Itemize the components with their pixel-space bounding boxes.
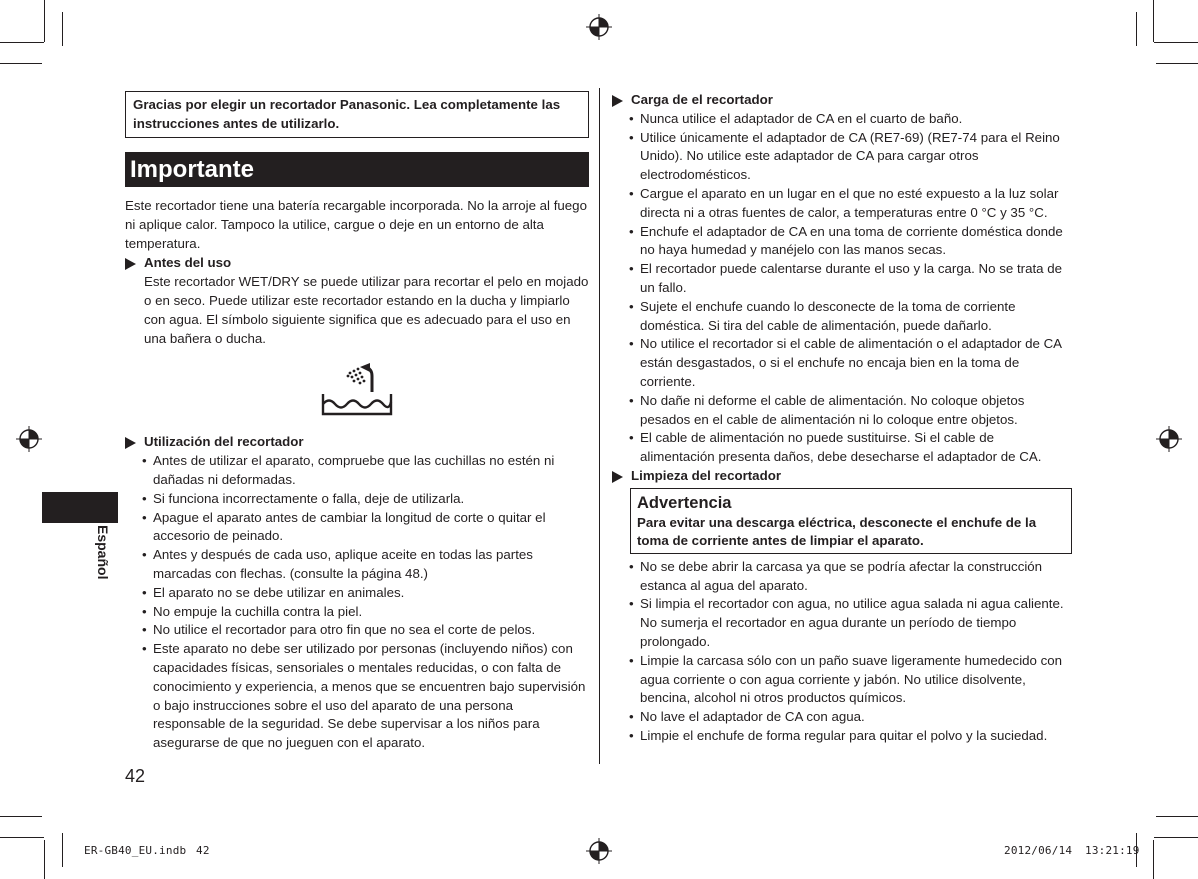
list-item: • Nunca utilice el adaptador de CA en el cuarto de baño. bbox=[640, 110, 1072, 129]
carga-heading: Carga de el recortador bbox=[631, 92, 773, 107]
list-item: • Limpie el enchufe de forma regular para quitar el polvo y la suciedad. bbox=[640, 727, 1072, 746]
warning-text: Para evitar una descarga eléctrica, desconecte el enchufe de la toma de corriente antes de limpiar el aparato. bbox=[637, 514, 1037, 549]
crop-mark bbox=[1156, 63, 1198, 64]
triangle-bullet-icon bbox=[125, 437, 136, 449]
crop-mark bbox=[44, 0, 45, 42]
page-number: 42 bbox=[125, 766, 146, 786]
list-item: • Este aparato no debe ser utilizado por personas (incluyendo niños) con capacidades físicas, sensoriales o mentales reducidas, o con falta de conocimiento y experiencia, a menos que se encuentren bajo supervisión o bajo instrucciones sobre el uso del aparato de una persona responsable de la seguridad. Se debe supervisar a los niños para asegurarse de que no jueguen con el aparato. bbox=[153, 640, 589, 753]
shower-bath-icon bbox=[320, 362, 394, 418]
left-column bbox=[125, 91, 589, 753]
crop-mark bbox=[1154, 837, 1198, 838]
list-item: • No lave el adaptador de CA con agua. bbox=[640, 708, 1072, 727]
list-item: • No se debe abrir la carcasa ya que se podría afectar la construcción estanca al agua del aparato. bbox=[640, 558, 1072, 596]
column-divider bbox=[599, 88, 600, 764]
right-column bbox=[612, 91, 1072, 746]
registration-mark-icon bbox=[16, 426, 42, 452]
crop-mark bbox=[0, 816, 42, 817]
side-tab bbox=[42, 492, 118, 523]
crop-mark bbox=[62, 12, 63, 46]
battery-paragraph: Este recortador tiene una batería recargable incorporada. No la arroje al fuego ni aplique calor. Tampoco la utilice, cargue o deje en un entorno de alta temperatura. bbox=[125, 198, 587, 251]
list-item: • El recortador puede calentarse durante el uso y la carga. No se trata de un fallo. bbox=[640, 260, 1072, 298]
antes-del-uso-text: Este recortador WET/DRY se puede utilizar para recortar el pelo en mojado o en seco. Puede utilizar este recortador estando en la ducha y limpiarlo con agua. El símbolo siguiente significa que es adecuado para el uso en una bañera o ducha. bbox=[144, 274, 589, 346]
list-item: • Sujete el enchufe cuando lo desconecte de la toma de corriente doméstica. Si tira del cable de alimentación, puede dañarlo. bbox=[640, 298, 1072, 336]
limpieza-list bbox=[612, 558, 1072, 746]
footer-page: 42 bbox=[196, 844, 210, 857]
section-heading bbox=[125, 254, 589, 273]
list-item: • No utilice el recortador si el cable de alimentación o el adaptador de CA están desgastados, o si el enchufe no encaja bien en la toma de corriente. bbox=[640, 335, 1072, 391]
crop-mark bbox=[1153, 0, 1154, 42]
limpieza-heading: Limpieza del recortador bbox=[631, 467, 781, 483]
triangle-bullet-icon bbox=[125, 258, 136, 270]
list-item: • Antes y después de cada uso, aplique aceite en todas las partes marcadas con flechas. (consulte la página 48.) bbox=[153, 546, 589, 584]
crop-mark bbox=[44, 840, 45, 879]
section-heading bbox=[612, 91, 1072, 110]
crop-mark bbox=[1154, 42, 1198, 43]
utilizacion-section bbox=[125, 433, 589, 753]
crop-mark bbox=[0, 63, 42, 64]
intro-box: Gracias por elegir un recortador Panasonic. Lea completamente las instrucciones antes de utilizarlo. bbox=[125, 91, 589, 138]
list-item: • Enchufe el adaptador de CA en una toma de corriente doméstica donde no haya humedad y manéjelo con las manos secas. bbox=[640, 223, 1072, 261]
crop-mark bbox=[1156, 816, 1198, 817]
registration-mark-icon bbox=[1156, 426, 1182, 452]
footer-time: 13:21:19 bbox=[1085, 844, 1140, 857]
list-item: • Cargue el aparato en un lugar en el que no esté expuesto a la luz solar directa ni a otras fuentes de calor, a temperaturas entre 0 °C y 35 °C. bbox=[640, 185, 1072, 223]
crop-mark bbox=[62, 833, 63, 867]
list-item: • Si limpia el recortador con agua, no utilice agua salada ni agua caliente. No sumerja el recortador en agua durante un período de tiempo prolongado. bbox=[640, 595, 1072, 651]
warning-box bbox=[630, 488, 1072, 554]
registration-mark-icon bbox=[586, 14, 612, 40]
triangle-bullet-icon bbox=[612, 471, 623, 483]
registration-mark-icon bbox=[586, 838, 612, 864]
language-label: Español bbox=[95, 525, 111, 580]
carga-section bbox=[612, 91, 1072, 467]
list-item: • Apague el aparato antes de cambiar la longitud de corte o quitar el accesorio de peinado. bbox=[153, 509, 589, 547]
crop-mark bbox=[1153, 840, 1154, 879]
list-item: • No utilice el recortador para otro fin que no sea el corte de pelos. bbox=[153, 621, 589, 640]
warning-title: Advertencia bbox=[637, 493, 732, 512]
list-item: • Utilice únicamente el adaptador de CA (RE7-69) (RE7-74 para el Reino Unido). No utilice este adaptador de CA para cargar otros electrodomésticos. bbox=[640, 129, 1072, 185]
utilizacion-list bbox=[125, 452, 589, 753]
antes-del-uso-section bbox=[125, 254, 589, 348]
list-item: • El cable de alimentación no puede sustituirse. Si el cable de alimentación presenta daños, debe desecharse el adaptador de CA. bbox=[640, 429, 1072, 467]
list-item: • No dañe ni deforme el cable de alimentación. No coloque objetos pesados en el cable de alimentación ni lo coloque entre objetos. bbox=[640, 392, 1072, 430]
section-banner: Importante bbox=[125, 152, 589, 187]
limpieza-section bbox=[612, 467, 1072, 746]
antes-del-uso-heading: Antes del uso bbox=[144, 255, 232, 271]
section-heading bbox=[125, 433, 589, 452]
list-item: • El aparato no se debe utilizar en animales. bbox=[153, 584, 589, 603]
carga-list bbox=[612, 110, 1072, 467]
section-heading bbox=[612, 467, 1072, 486]
footer-date: 2012/06/14 bbox=[1004, 844, 1073, 857]
footer-filename: ER-GB40_EU.indb bbox=[84, 844, 187, 857]
crop-mark bbox=[1136, 12, 1137, 46]
crop-mark bbox=[0, 837, 44, 838]
crop-mark bbox=[0, 42, 44, 43]
utilizacion-heading: Utilización del recortador bbox=[144, 434, 304, 450]
triangle-bullet-icon bbox=[612, 95, 623, 107]
list-item: • Antes de utilizar el aparato, compruebe que las cuchillas no estén ni dañadas ni deformadas. bbox=[153, 452, 589, 490]
list-item: • Limpie la carcasa sólo con un paño suave ligeramente humedecido con agua corriente o con agua corriente y jabón. No utilice disolvente, bencina, alcohol ni otros productos químicos. bbox=[640, 652, 1072, 708]
list-item: • No empuje la cuchilla contra la piel. bbox=[153, 603, 589, 622]
list-item: • Si funciona incorrectamente o falla, deje de utilizarla. bbox=[153, 490, 589, 509]
